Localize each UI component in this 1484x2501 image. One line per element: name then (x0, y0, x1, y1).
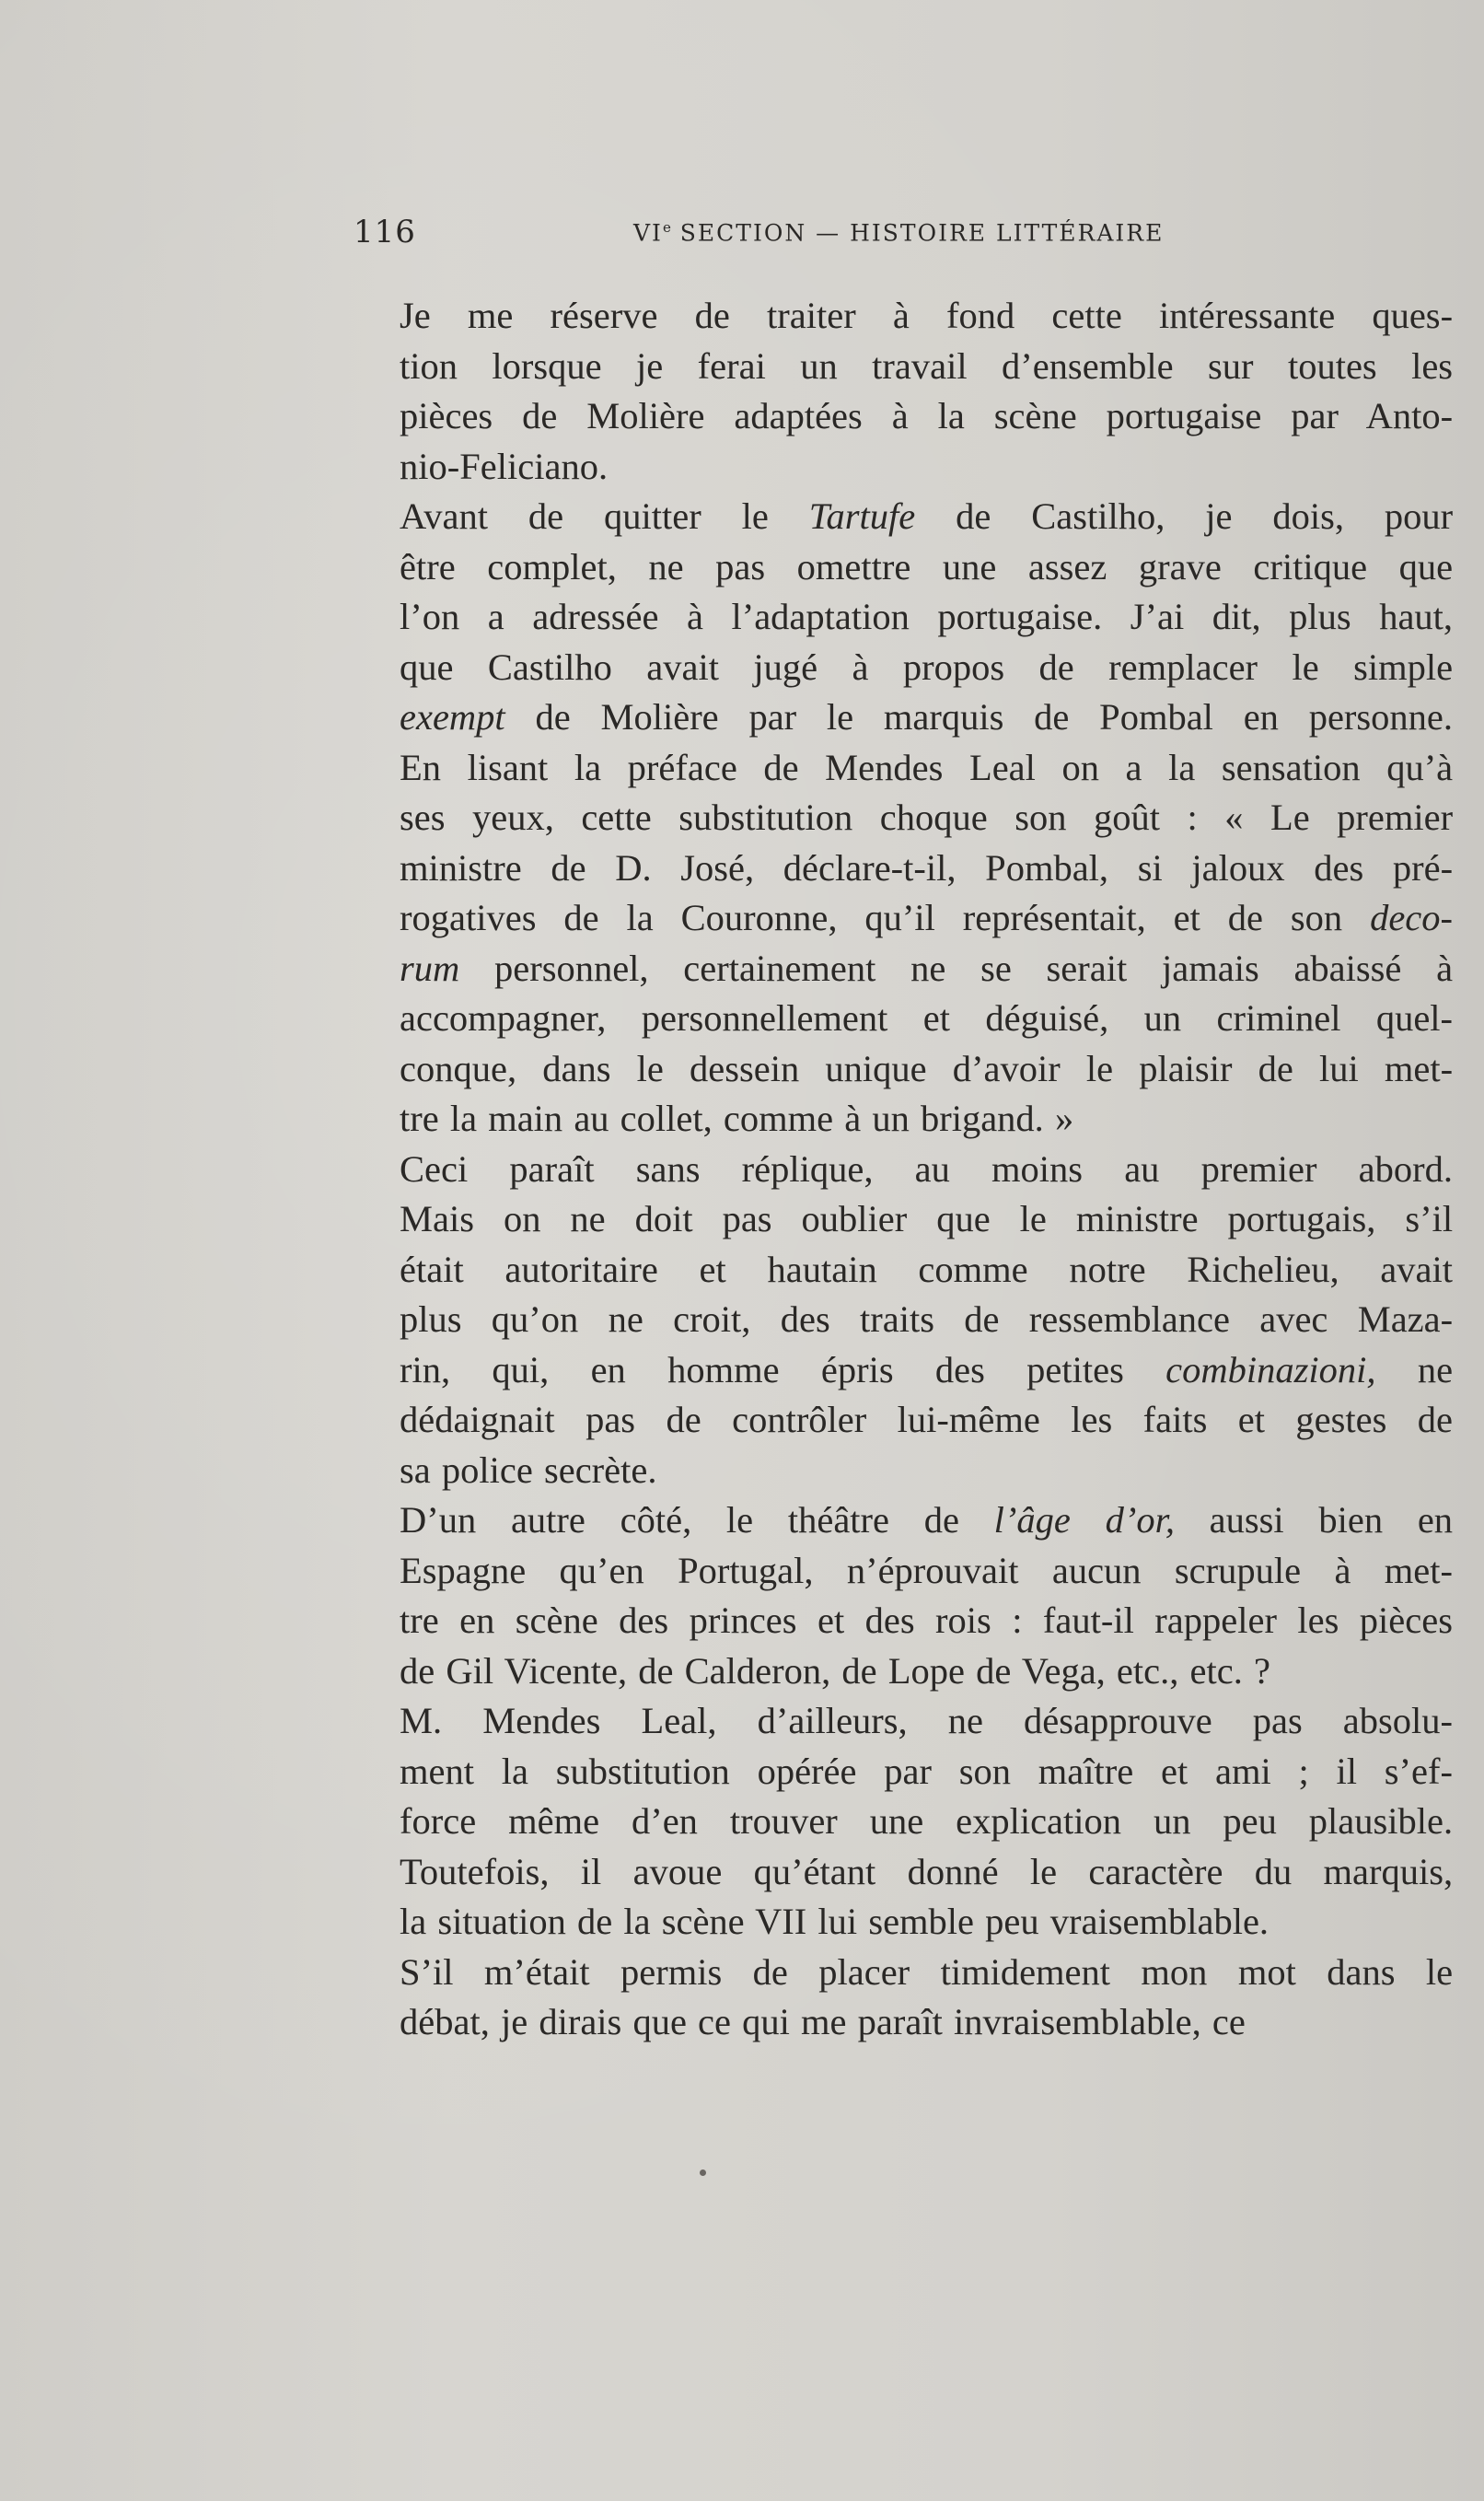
text-line: débat, je dirais que ce qui me paraît invraisemblable, ce (400, 2001, 1246, 2042)
section-title: SECTION — HISTOIRE LITTÉRAIRE (670, 219, 1165, 247)
paragraph (350, 1145, 1453, 1496)
section-roman: VI (633, 219, 663, 247)
body-text (350, 291, 1453, 2048)
text-line: rogatives de la Couronne, qu’il représentait, et de son deco- (400, 897, 1454, 938)
text-line: En lisant la préface de Mendes Leal on a la sensation qu’à (400, 746, 1454, 788)
text-line: tion lorsque je ferai un travail d’ensemble sur toutes les (400, 344, 1454, 387)
text-line: plus qu’on ne croit, des traits de ressemblance avec Maza- (400, 1298, 1454, 1340)
text-line: sa police secrète. (400, 1448, 657, 1491)
running-head (633, 219, 1164, 246)
text-line: Mais on ne doit pas oublier que le ministre portugais, s’il (400, 1198, 1454, 1239)
text-line: S’il m’était permis de placer timidement mon mot dans le (400, 1950, 1454, 1993)
text-line: était autoritaire et hautain comme notre Richelieu, avait (400, 1248, 1453, 1290)
section-sup: e (662, 219, 671, 236)
text-line: Ceci paraît sans réplique, au moins au premier abord. (400, 1147, 1454, 1190)
text-line: dédaignait pas de contrôler lui-même les faits et gestes de (400, 1399, 1454, 1440)
text-line: ment la substitution opérée par son maître et ami ; il s’ef- (400, 1750, 1453, 1792)
ink-speck (700, 2169, 706, 2176)
text-line: être complet, ne pas omettre une assez grave critique que (400, 545, 1454, 587)
text-line: ses yeux, cette substitution choque son goût : « Le premier (400, 797, 1454, 838)
text-line: pièces de Molière adaptées à la scène portugaise par Anto- (400, 395, 1454, 436)
text-line: force même d’en trouver une explication un peu plausible. (400, 1800, 1454, 1842)
text-line: conque, dans le dessein unique d’avoir le plaisir de lui met- (400, 1047, 1454, 1089)
text-line: que Castilho avait jugé à propos de remplacer le simple (400, 646, 1454, 688)
text-line: D’un autre côté, le théâtre de l’âge d’or, aussi bien en (400, 1499, 1454, 1541)
text-line: l’on a adressée à l’adaptation portugaise. J’ai dit, plus haut, (400, 596, 1454, 637)
page-header (354, 214, 1449, 254)
text-line: Avant de quitter le Tartufe de Castilho, je dois, pour (400, 495, 1454, 537)
paragraph (350, 492, 1453, 1145)
text-line: de Gil Vicente, de Calderon, de Lope de Vega, etc., etc. ? (400, 1649, 1270, 1692)
text-line: exempt de Molière par le marquis de Pombal en personne. (400, 696, 1454, 738)
text-line: Je me réserve de traiter à fond cette intéressante ques- (400, 295, 1454, 336)
page-number: 116 (354, 214, 416, 250)
text-line: M. Mendes Leal, d’ailleurs, ne désapprouve pas absolu- (400, 1700, 1454, 1741)
text-line: rin, qui, en homme épris des petites combinazioni, ne (400, 1348, 1454, 1390)
paragraph (350, 291, 1453, 492)
text-line: ministre de D. José, déclare-t-il, Pombal, si jaloux des pré- (400, 846, 1454, 889)
text-line: Espagne qu’en Portugal, n’éprouvait aucun scrupule à met- (400, 1549, 1453, 1591)
text-line: nio-Feliciano. (400, 445, 609, 487)
text-line: tre la main au collet, comme à un brigand. » (400, 1098, 1074, 1139)
text-line: rum personnel, certainement ne se serait jamais abaissé à (400, 947, 1454, 989)
text-line: la situation de la scène VII lui semble peu vraisemblable. (400, 1901, 1270, 1942)
text-line: Toutefois, il avoue qu’étant donné le caractère du marquis, (400, 1850, 1454, 1892)
text-line: tre en scène des princes et des rois : faut-il rappeler les pièces (400, 1599, 1453, 1641)
paragraph (350, 1696, 1453, 1948)
text-line: accompagner, personnellement et déguisé, un criminel quel- (400, 997, 1454, 1039)
paragraph (350, 1495, 1453, 1696)
paragraph (350, 1948, 1453, 2048)
